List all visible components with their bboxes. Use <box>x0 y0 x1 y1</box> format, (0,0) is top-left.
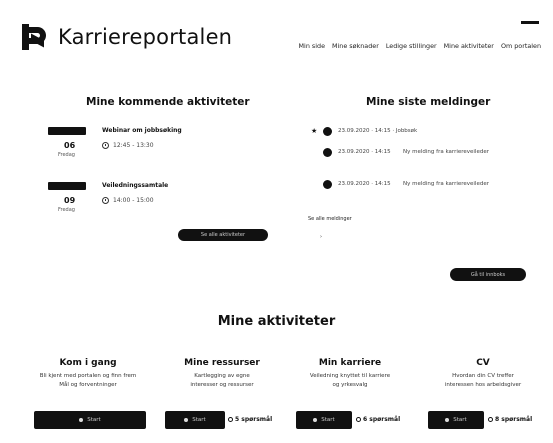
activity-card <box>423 358 543 390</box>
event-time <box>102 197 154 204</box>
activity-title: Mine ressurser <box>184 358 260 368</box>
star-icon[interactable]: ★ <box>311 127 318 135</box>
event-item[interactable] <box>48 182 248 222</box>
info-icon <box>228 417 233 422</box>
play-icon <box>313 418 317 422</box>
play-icon <box>445 418 449 422</box>
info-icon <box>356 417 361 422</box>
message-text: Ny melding fra karriereveileder <box>403 149 489 155</box>
date-bar <box>48 182 86 190</box>
start-button[interactable] <box>34 411 146 429</box>
questions-link[interactable] <box>356 416 400 423</box>
event-day: 09 <box>64 196 76 205</box>
activity-desc: interessen hos arbeidsgiver <box>444 382 522 388</box>
hamburger-menu-icon[interactable] <box>521 21 539 24</box>
play-icon <box>79 418 83 422</box>
clock-icon <box>102 197 109 204</box>
nav-om-portalen[interactable]: Om portalen <box>500 42 541 50</box>
event-title: Webinar om jobbsøking <box>102 127 182 134</box>
questions-link[interactable] <box>488 416 532 423</box>
message-meta: 23.09.2020 · 14:15 <box>338 149 391 155</box>
nav-mine-soknader[interactable]: Mine søknader <box>332 42 379 50</box>
nav-ledige-stillinger[interactable]: Ledige stillinger <box>385 42 437 50</box>
activity-card <box>162 358 282 390</box>
activity-desc: og yrkesvalg <box>332 382 368 388</box>
messages-title: Mine siste meldinger <box>366 96 491 108</box>
info-icon <box>488 417 493 422</box>
questions-link-label: 5 spørsmål <box>235 416 273 423</box>
start-button[interactable] <box>428 411 484 429</box>
activity-card <box>290 358 410 390</box>
activity-title: Kom i gang <box>59 358 117 368</box>
message-meta: 23.09.2020 · 14:15 · Jobbsøk <box>338 128 418 134</box>
questions-link-label: 8 spørsmål <box>495 416 533 423</box>
activity-desc: Bli kjent med portalen og finn frem <box>39 373 137 379</box>
unread-dot-icon <box>323 180 332 189</box>
start-button-label: Start <box>87 417 101 423</box>
event-weekday: Fredag <box>58 152 75 158</box>
activity-desc: Kartlegging av egne <box>194 373 250 379</box>
event-time <box>102 142 154 149</box>
questions-link[interactable] <box>228 416 272 423</box>
nav-min-side[interactable]: Min side <box>298 42 325 50</box>
activity-desc: Mål og forventninger <box>59 382 117 388</box>
date-bar <box>48 127 86 135</box>
event-weekday: Fredag <box>58 207 75 213</box>
start-button[interactable] <box>165 411 225 429</box>
activities-title: Mine aktiviteter <box>217 314 336 329</box>
activity-desc: Veiledning knyttet til karriere <box>309 373 391 379</box>
separator-mark: › <box>320 234 322 240</box>
main-nav <box>299 42 541 50</box>
start-button[interactable] <box>296 411 352 429</box>
activity-title: CV <box>476 358 490 368</box>
upcoming-title: Mine kommende aktiviteter <box>86 96 250 108</box>
start-button-label: Start <box>453 417 467 423</box>
logo[interactable] <box>22 24 232 50</box>
unread-dot-icon <box>323 148 332 157</box>
start-button-label: Start <box>192 417 206 423</box>
nav-mine-aktiviteter[interactable]: Mine aktiviteter <box>443 42 494 50</box>
see-all-activities-button[interactable]: Se alle aktiviteter <box>178 229 268 241</box>
message-meta: 23.09.2020 · 14:15 <box>338 181 391 187</box>
event-item[interactable] <box>48 127 248 167</box>
questions-link-label: 6 spørsmål <box>363 416 401 423</box>
message-text: Ny melding fra karriereveileder <box>403 181 489 187</box>
event-day: 06 <box>64 141 76 150</box>
see-all-messages-link[interactable]: Se alle meldinger <box>308 216 352 222</box>
activity-card <box>28 358 148 390</box>
logo-mark-icon <box>22 24 56 50</box>
event-time-text: 14:00 - 15:00 <box>113 197 154 204</box>
activity-desc: Hvordan din CV treffer <box>452 373 514 379</box>
event-time-text: 12:45 - 13:30 <box>113 142 154 149</box>
activity-desc: interesser og ressurser <box>190 382 254 388</box>
inbox-button[interactable]: Gå til innboks <box>450 268 526 281</box>
unread-dot-icon <box>323 127 332 136</box>
logo-text: Karriereportalen <box>58 25 233 49</box>
start-button-label: Start <box>321 417 335 423</box>
event-title: Veiledningssamtale <box>102 182 169 189</box>
clock-icon <box>102 142 109 149</box>
activity-title: Min karriere <box>318 358 382 368</box>
play-icon <box>184 418 188 422</box>
